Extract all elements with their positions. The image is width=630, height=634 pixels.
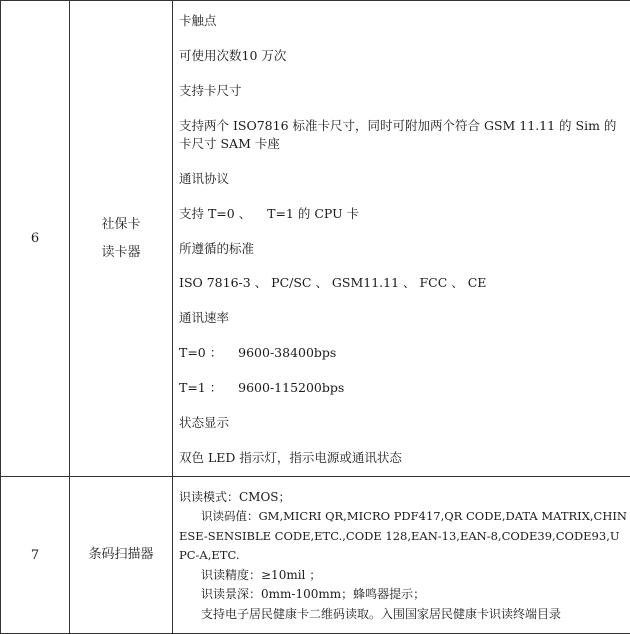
row-number-cell	[1, 477, 70, 634]
spec-line: 可使用次数10 万次	[179, 47, 627, 65]
spec-line: 识读码值：GM,MICRI QR,MICRO PDF417,QR CODE,DATA MATRIX,CHINESE-SENSIBLE CODE,ETC.,CODE 128,EAN-13,EAN-8,CODE39,CODE93,UPC-A,ETC.	[179, 507, 627, 566]
spec-line: 支持 T=0 、 T=1 的 CPU 卡	[179, 205, 627, 223]
spec-line: 支持卡尺寸	[179, 82, 627, 100]
item-spec-cell	[173, 1, 630, 477]
spec-line: 通讯速率	[179, 309, 627, 327]
spec-line: 双色 LED 指示灯，指示电源或通讯状态	[179, 449, 627, 467]
spec-line: 通讯协议	[179, 170, 627, 188]
spec-line: 识读精度：≥10mil ；	[179, 566, 627, 586]
table-row	[1, 1, 630, 477]
spec-line: 识读模式：CMOS；	[179, 488, 627, 508]
row-number-cell	[1, 1, 70, 477]
spec-line: 所遵循的标准	[179, 240, 627, 258]
item-name-cell	[70, 477, 173, 634]
item-name-line: 读卡器	[70, 239, 172, 267]
row-number: 6	[31, 231, 39, 246]
spec-line: 卡触点	[179, 12, 627, 30]
spec-line: T=0 ： 9600-38400bps	[179, 344, 627, 362]
table-row	[1, 477, 630, 634]
spec-line: ISO 7816-3 、 PC/SC 、 GSM11.11 、 FCC 、 CE	[179, 274, 627, 292]
spec-line: T=1 ： 9600-115200bps	[179, 379, 627, 397]
spec-line: 识读景深：0mm-100mm；蜂鸣器提示；	[179, 585, 627, 605]
spec-line: 支持两个 ISO7816 标准卡尺寸，同时可附加两个符合 GSM 11.11 的 Sim 的卡尺寸 SAM 卡座	[179, 117, 627, 153]
item-spec-cell	[173, 477, 630, 634]
row-number: 7	[31, 548, 39, 563]
item-name-cell	[70, 1, 173, 477]
item-name-line: 社保卡	[70, 211, 172, 239]
spec-line: 支持电子居民健康卡二维码读取。入围国家居民健康卡识读终端目录	[179, 605, 627, 625]
spec-line: 状态显示	[179, 414, 627, 432]
item-name: 条码扫描器	[88, 547, 153, 562]
